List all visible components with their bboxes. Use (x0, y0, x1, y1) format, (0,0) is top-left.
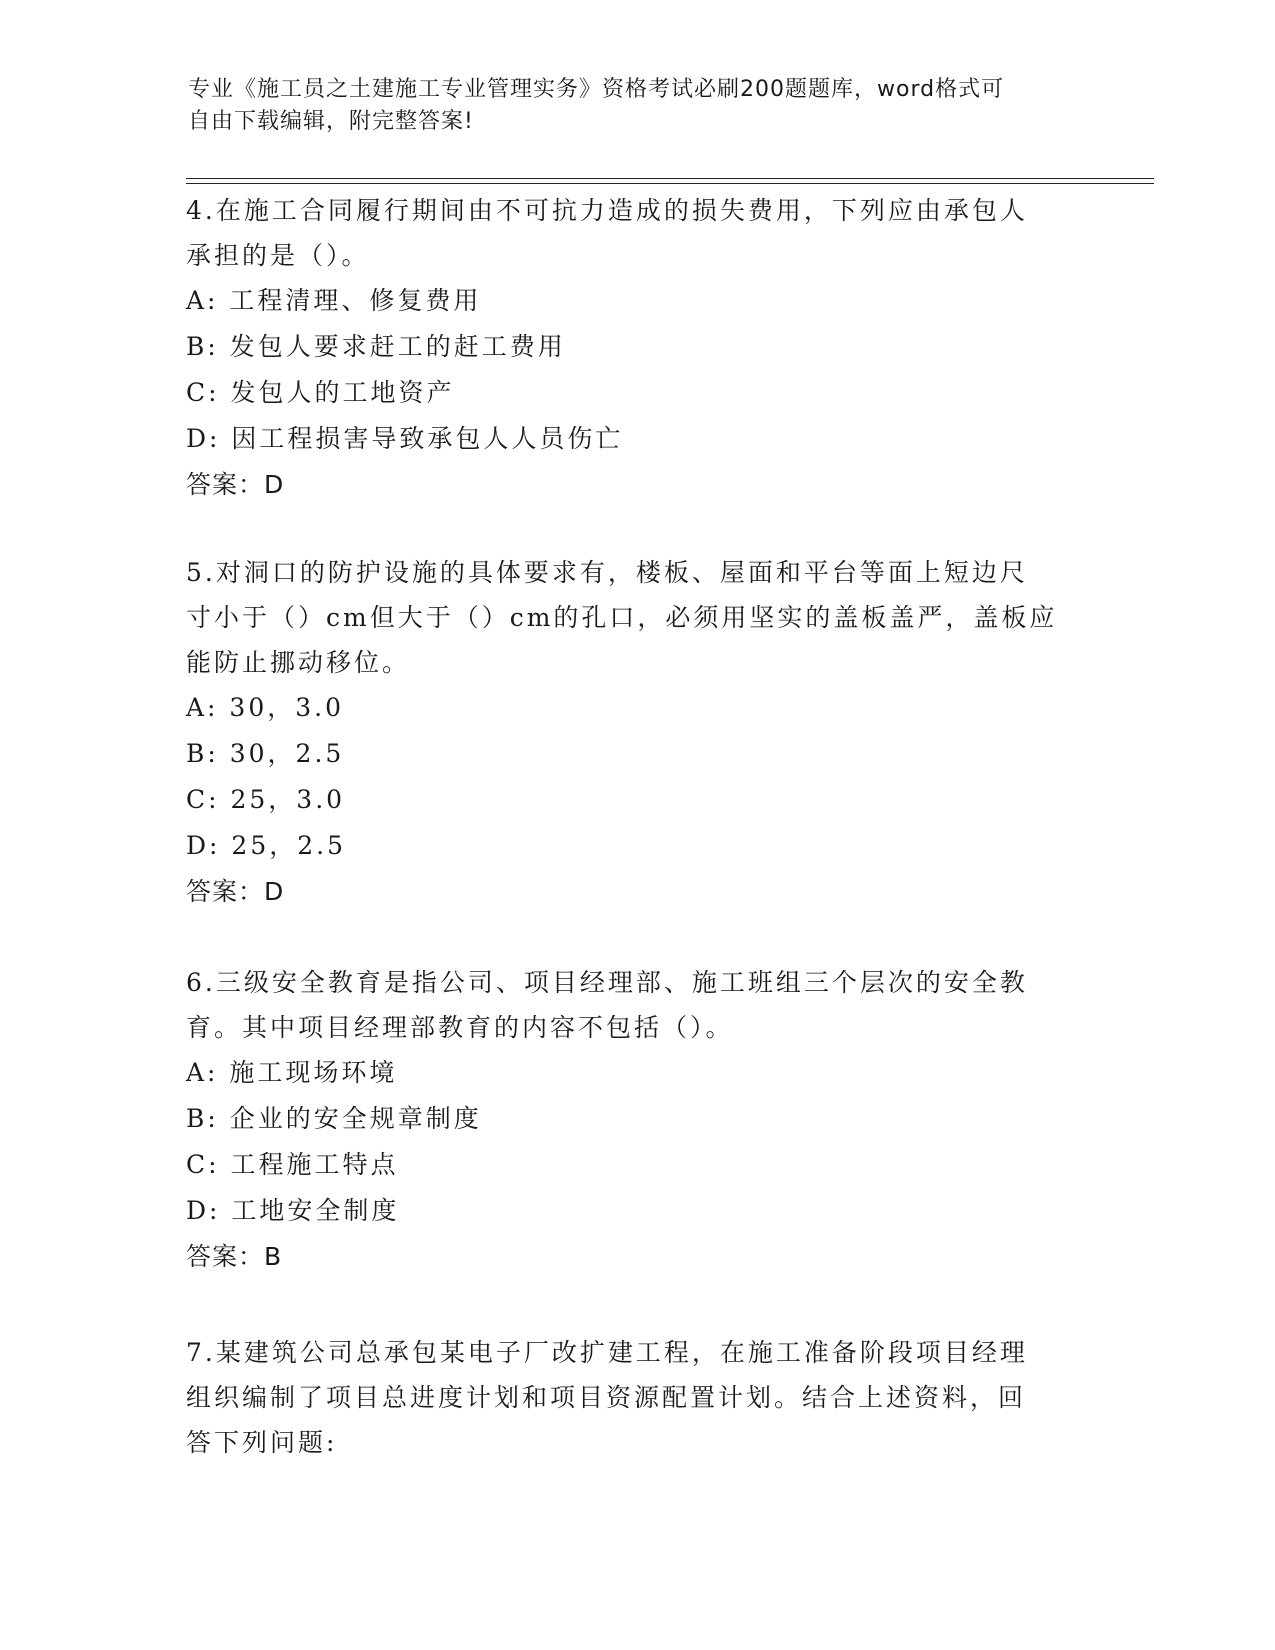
option-c: C: 25，3.0 (186, 785, 346, 814)
answer: 答案：D (186, 470, 285, 499)
question-stem-line: 能防止挪动移位。 (186, 648, 411, 677)
question-6 (186, 960, 1066, 1280)
question-7 (186, 1330, 1066, 1465)
question-4 (186, 188, 1066, 508)
header-line-2: 自由下载编辑，附完整答案! (188, 109, 474, 134)
option-b: B: 30，2.5 (186, 739, 345, 768)
option-d: D: 工地安全制度 (186, 1196, 400, 1225)
option-c: C: 工程施工特点 (186, 1150, 399, 1179)
option-a: A: 30，3.0 (186, 693, 344, 722)
answer: 答案：B (186, 1242, 283, 1271)
option-b: B: 发包人要求赶工的赶工费用 (186, 332, 566, 361)
option-a: A: 工程清理、修复费用 (186, 286, 482, 315)
option-a: A: 施工现场环境 (186, 1058, 398, 1087)
question-stem-line: 答下列问题: (186, 1428, 338, 1457)
question-stem-line: 组织编制了项目总进度计划和项目资源配置计划。结合上述资料，回 (186, 1383, 1027, 1412)
question-stem-line: 4.在施工合同履行期间由不可抗力造成的损失费用，下列应由承包人 (186, 196, 1028, 225)
header-divider (186, 178, 1154, 184)
answer: 答案：D (186, 877, 285, 906)
question-stem-line: 6.三级安全教育是指公司、项目经理部、施工班组三个层次的安全教 (186, 968, 1028, 997)
question-5 (186, 550, 1066, 915)
question-stem-line: 承担的是（）。 (186, 241, 370, 270)
document-header (188, 74, 1068, 138)
question-stem-line: 寸小于（）cm但大于（）cm的孔口，必须用坚实的盖板盖严，盖板应 (186, 603, 1058, 632)
question-stem-line: 5.对洞口的防护设施的具体要求有，楼板、屋面和平台等面上短边尺 (186, 558, 1028, 587)
question-stem-line: 7.某建筑公司总承包某电子厂改扩建工程，在施工准备阶段项目经理 (186, 1338, 1028, 1367)
option-d: D: 25，2.5 (186, 831, 346, 860)
option-c: C: 发包人的工地资产 (186, 378, 455, 407)
header-line-1: 专业《施工员之土建施工专业管理实务》资格考试必刷200题题库，word格式可 (188, 77, 1005, 102)
question-stem-line: 育。其中项目经理部教育的内容不包括（）。 (186, 1013, 734, 1042)
option-d: D: 因工程损害导致承包人人员伤亡 (186, 424, 624, 453)
option-b: B: 企业的安全规章制度 (186, 1104, 482, 1133)
